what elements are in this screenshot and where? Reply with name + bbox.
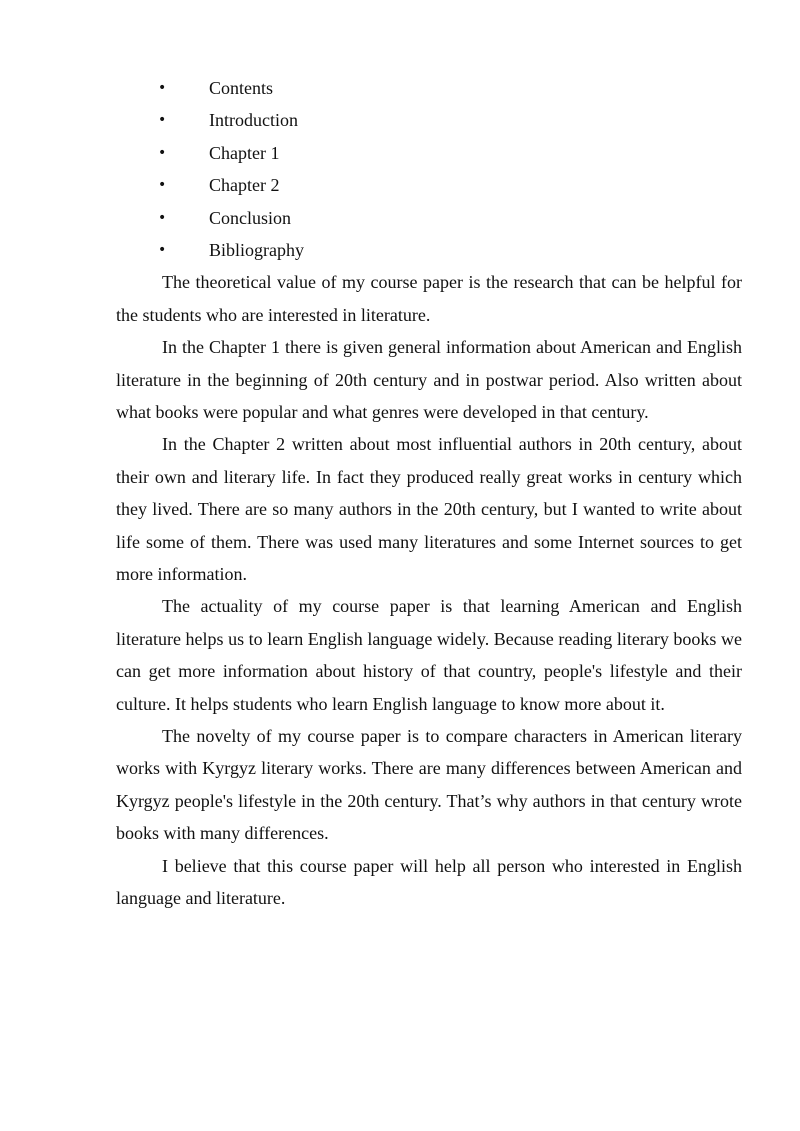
contents-list-item <box>116 72 742 104</box>
contents-item-label: Chapter 2 <box>209 175 280 196</box>
bullet-icon: • <box>158 80 167 96</box>
contents-item-label: Chapter 1 <box>209 142 280 163</box>
paragraph-closing-belief: I believe that this course paper will help all person who interested in English language and literature. <box>116 855 742 909</box>
contents-list-item <box>116 234 742 266</box>
contents-item-label: Introduction <box>209 110 298 131</box>
contents-list-item <box>116 169 742 201</box>
bullet-icon: • <box>158 144 167 161</box>
bullet-icon: • <box>158 241 167 258</box>
paragraph-theoretical-value: The theoretical value of my course paper is the research that can be helpful for the students who are interested in literature. <box>116 272 742 325</box>
bullet-icon: • <box>158 209 167 226</box>
contents-item-label: Contents <box>209 78 274 98</box>
contents-list-item <box>116 137 742 169</box>
paragraph-chapter-1-summary: In the Chapter 1 there is given general information about American and English literature in the beginning of 20th century and in postwar period. Also written about what books were popular and what genres were developed in that century. <box>116 337 742 422</box>
paragraph-novelty: The novelty of my course paper is to compare characters in American literary works with Kyrgyz literary works. There are many differences between American and Kyrgyz people's lifestyle in the 20th century. That’s why authors in that century wrote books with many differences. <box>116 726 742 844</box>
bullet-icon: • <box>158 177 167 194</box>
bullet-icon: • <box>158 112 167 129</box>
contents-item-label: Conclusion <box>209 207 292 228</box>
paragraph-chapter-2-summary: In the Chapter 2 written about most influential authors in 20th century, about their own and literary life. In fact they produced really great works in century which they lived. There are so many authors in the 20th century, but I wanted to write about life some of them. There was used many literatures and some Internet sources to get more information. <box>116 434 742 584</box>
contents-list-item <box>116 104 742 136</box>
contents-item-label: Bibliography <box>209 239 304 260</box>
page-content <box>116 72 742 914</box>
contents-list <box>116 72 742 266</box>
contents-list-item <box>116 202 742 234</box>
paragraph-actuality: The actuality of my course paper is that learning American and English literature helps us to learn English language widely. Because reading literary books we can get more information about history of that country, people's lifestyle and their culture. It helps students who learn English language to know more about it. <box>116 596 742 714</box>
